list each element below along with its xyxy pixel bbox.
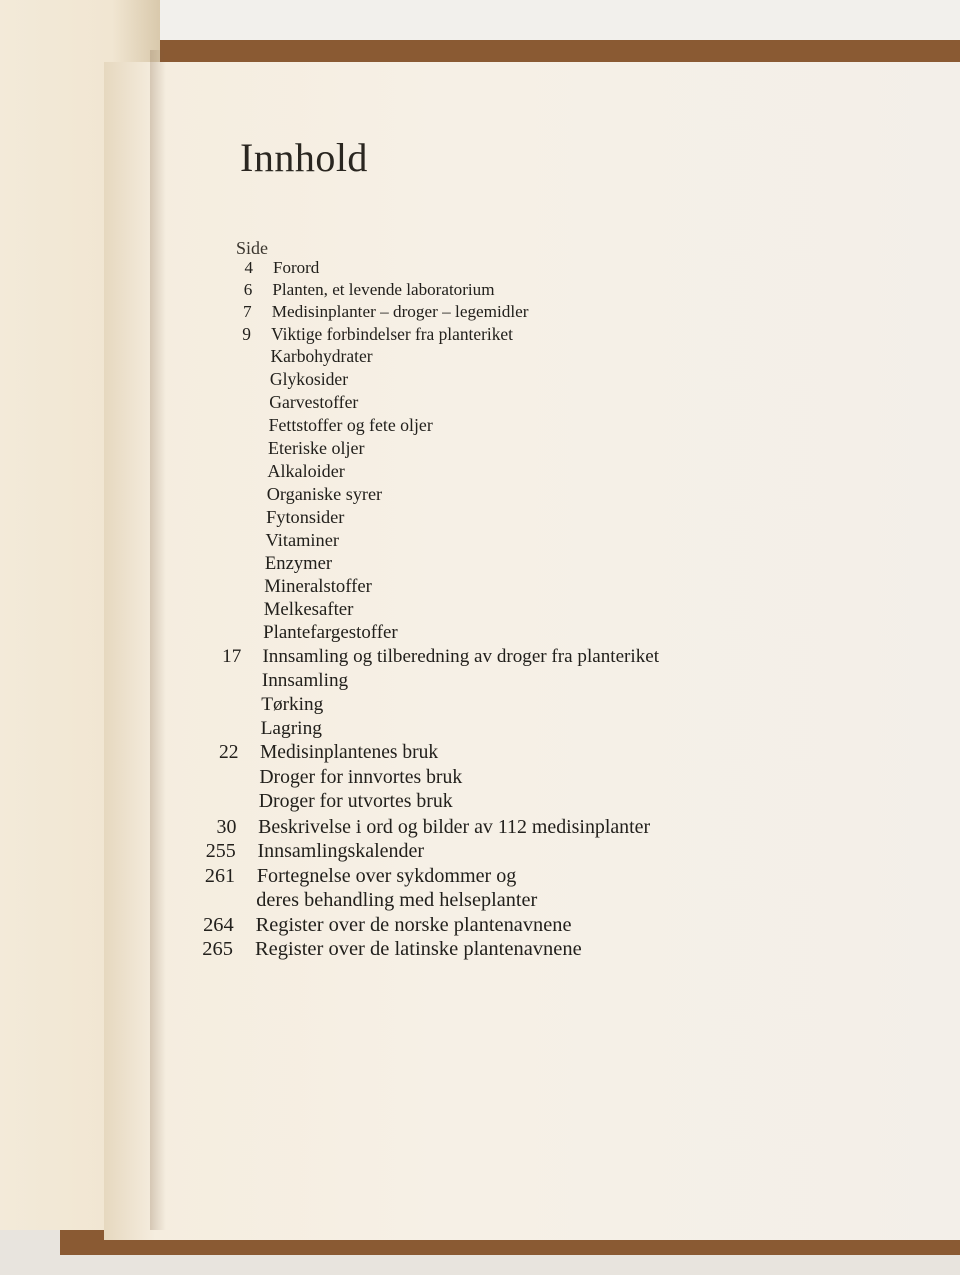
toc-subsection-title: Glykosider <box>269 369 349 389</box>
toc-chapter-title: Innsamling og tilberedning av droger fra planteriket <box>262 646 660 667</box>
toc-chapter-title: Forord <box>273 258 320 277</box>
toc-subsection-title: Vitaminer <box>265 530 340 550</box>
toc-subsection-title: Plantefargestoffer <box>263 622 398 643</box>
toc-subsection-title: Droger for innvortes bruk <box>259 766 463 788</box>
toc-page-number: 30 <box>216 816 237 838</box>
toc-chapter-title: Register over de norske plantenavnene <box>255 914 572 936</box>
toc-subsection-title: Eteriske oljer <box>268 438 365 458</box>
toc-page-number: 261 <box>204 865 236 887</box>
toc-subsection-title: Enzymer <box>264 553 333 574</box>
toc-page-number: 4 <box>244 258 253 277</box>
toc-subsection-title: Garvestoffer <box>269 392 359 412</box>
toc-page-number: 9 <box>242 324 251 344</box>
toc-subsection-title: Karbohydrater <box>270 346 373 366</box>
toc-chapter-title: Viktige forbindelser fra planteriket <box>271 324 513 344</box>
toc-subsection-title: Organiske syrer <box>266 484 383 504</box>
page-title: Innhold <box>240 135 368 180</box>
toc-subsection-title: Lagring <box>260 718 322 739</box>
toc-subsection-title: Fettstoffer og fete oljer <box>268 415 433 435</box>
toc-page-number: 17 <box>222 646 242 667</box>
toc-subsection-title: Fytonsider <box>266 507 345 527</box>
toc-subsection-title: Droger for utvortes bruk <box>258 790 453 812</box>
toc-chapter-title: Innsamlingskalender <box>257 840 425 862</box>
toc-page-number: 264 <box>203 914 234 936</box>
toc-chapter-title: Planten, et levende laboratorium <box>272 280 495 299</box>
page-column-label: Side <box>236 238 269 258</box>
toc-page-number: 7 <box>243 302 252 321</box>
toc-subsection-title: deres behandling med helseplanter <box>256 889 538 911</box>
toc-chapter-title: Fortegnelse over sykdommer og <box>256 865 517 887</box>
toc-subsection-title: Melkesafter <box>263 599 354 620</box>
toc-subsection-title: Innsamling <box>261 670 349 691</box>
toc-page-number: 265 <box>202 938 233 960</box>
toc-chapter-title: Medisinplantenes bruk <box>259 742 439 763</box>
toc-subsection-title: Tørking <box>261 694 324 715</box>
toc-chapter-title: Beskrivelse i ord og bilder av 112 medisinplanter <box>258 816 651 838</box>
toc-chapter-title: Medisinplanter – droger – legemidler <box>271 302 529 321</box>
toc-page-number: 255 <box>205 840 236 862</box>
toc-subsection-title: Mineralstoffer <box>264 576 372 597</box>
toc-subsection-title: Alkaloider <box>267 461 345 481</box>
toc-page-number: 6 <box>243 280 253 299</box>
toc-chapter-title: Register over de latinske plantenavnene <box>255 938 582 960</box>
toc-page-number: 22 <box>219 742 239 763</box>
